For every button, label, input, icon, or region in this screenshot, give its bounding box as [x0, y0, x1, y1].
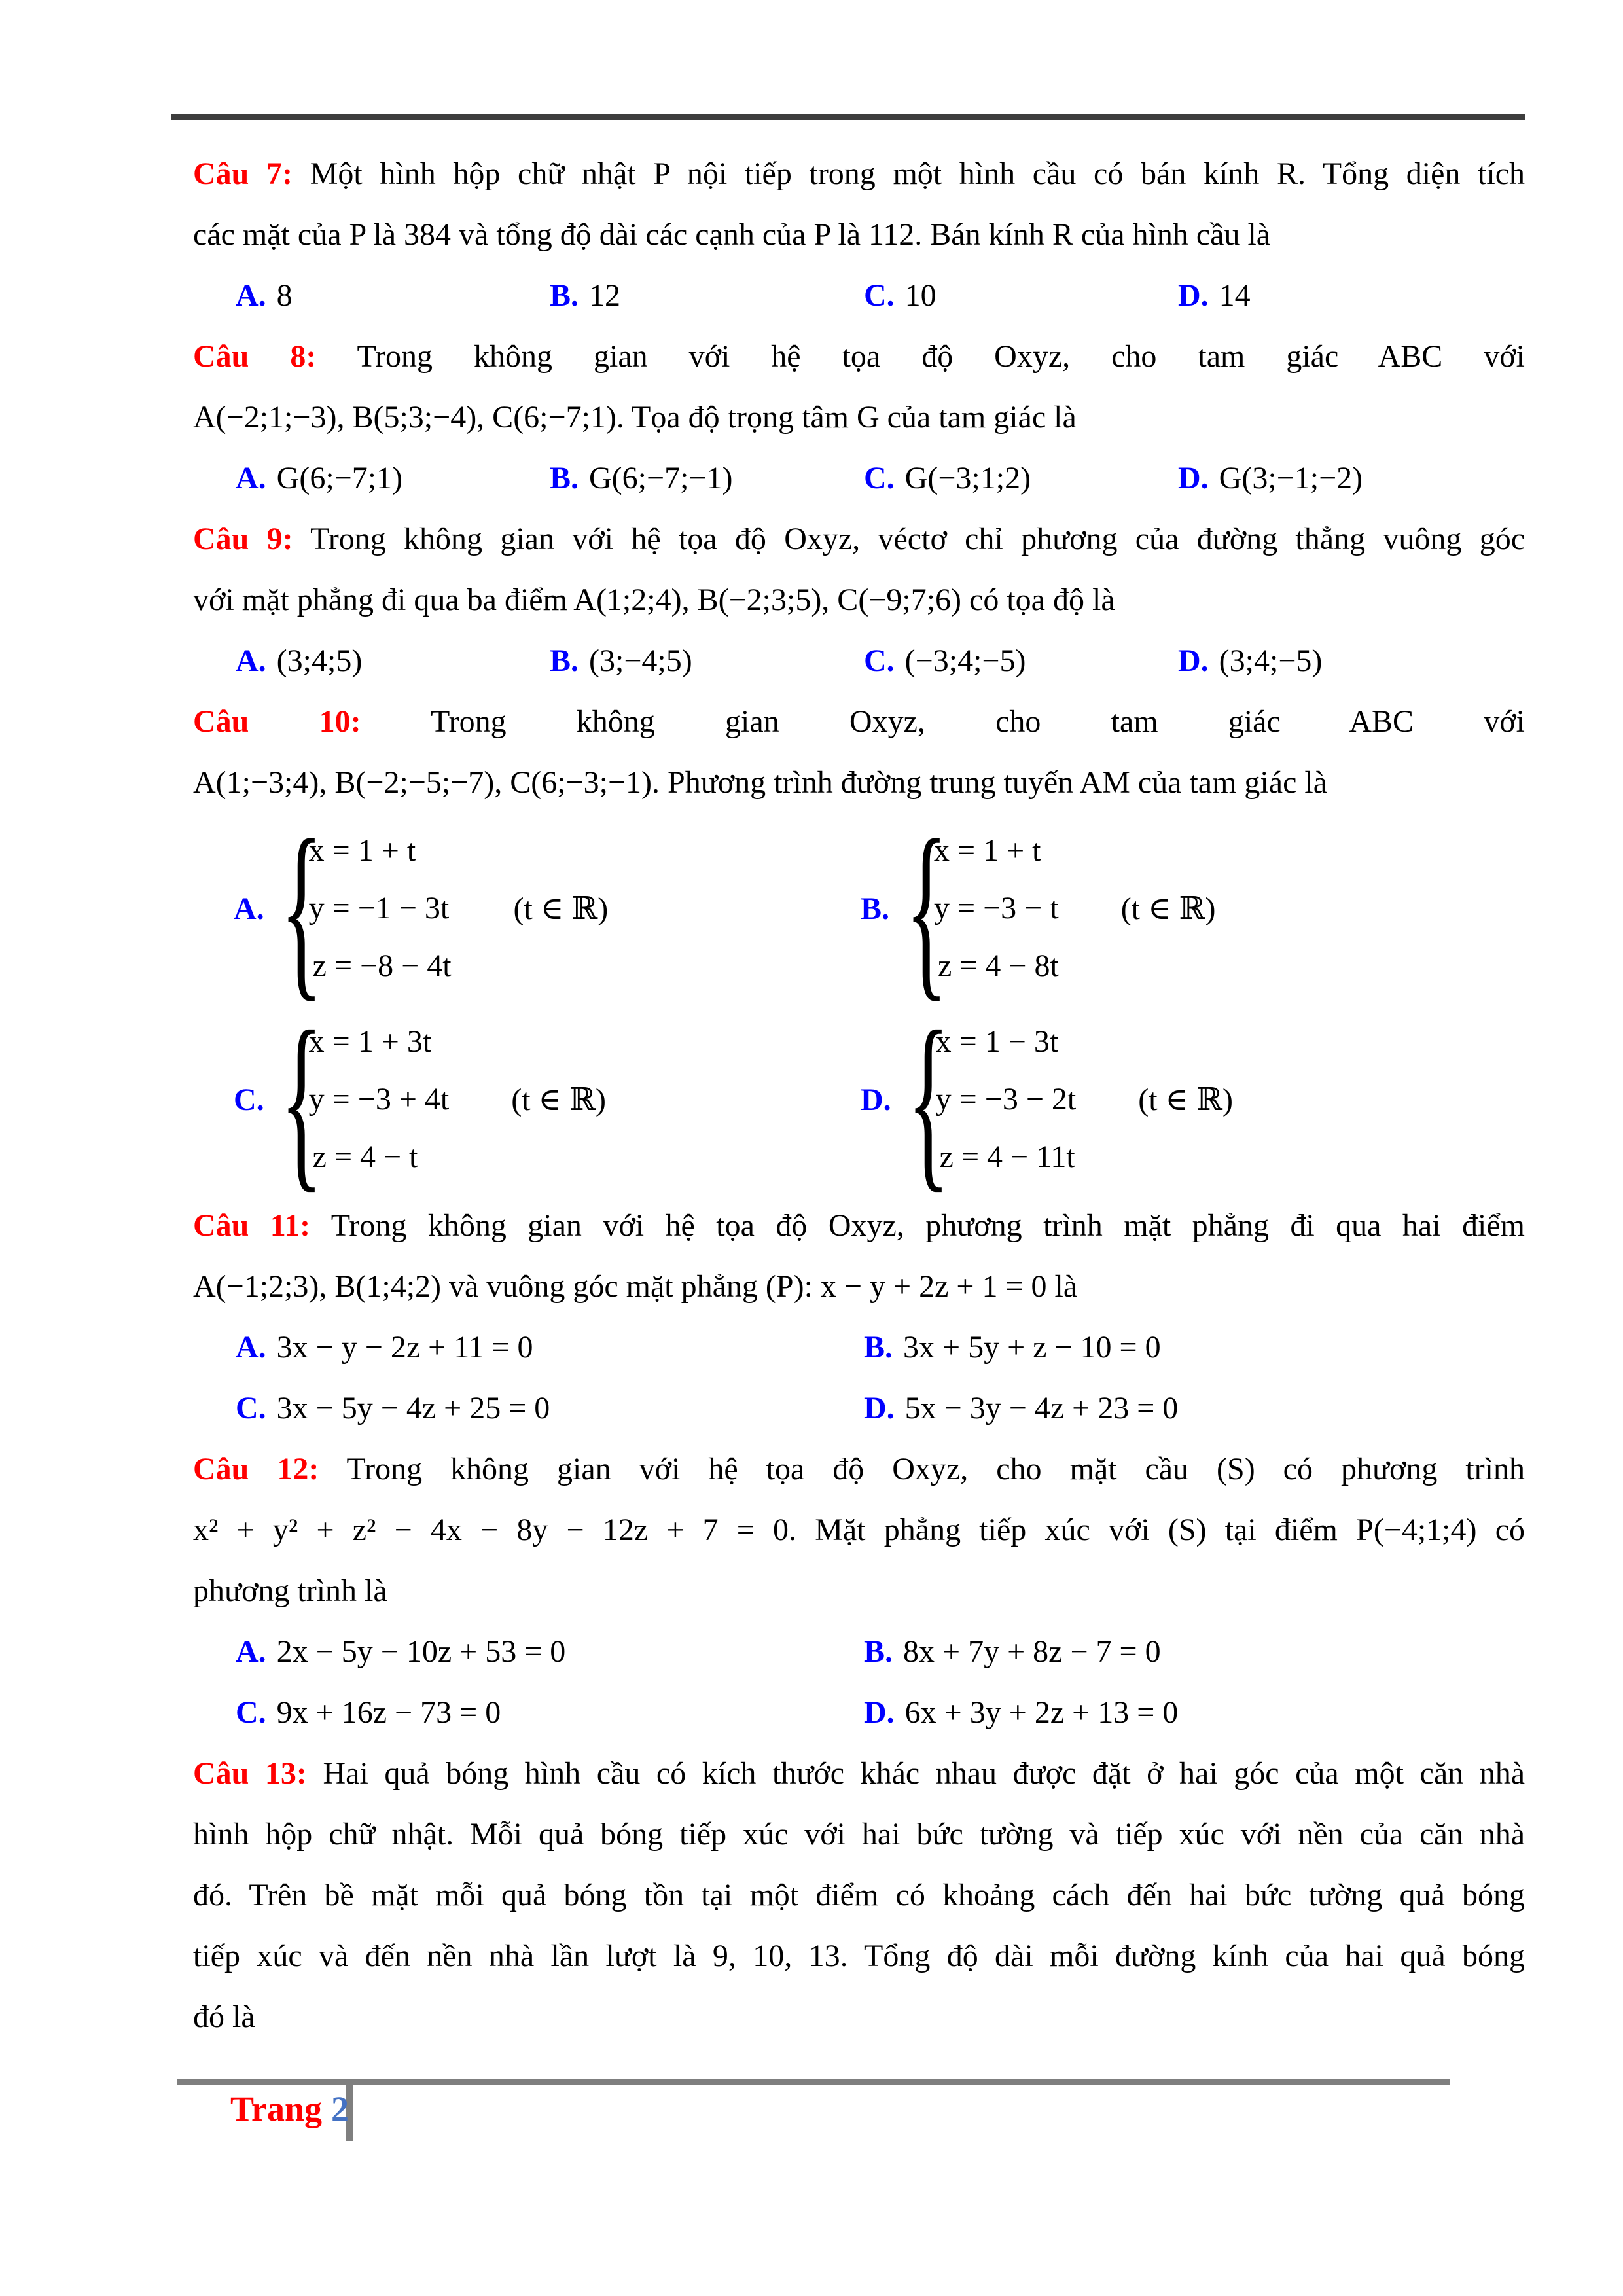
option-letter: D. — [1178, 643, 1209, 678]
options-row — [236, 265, 1525, 326]
option-text: 12 — [589, 278, 621, 313]
option-text: G(6;−7;1) — [276, 461, 403, 495]
question-line — [193, 1743, 1525, 1804]
question-label: Câu 7: — [193, 156, 293, 191]
question-7 — [193, 143, 1525, 326]
question-label: Câu 12: — [193, 1452, 319, 1486]
equation-line: z = 4 − 8t — [938, 948, 1059, 983]
option-letter: A. — [236, 1330, 266, 1365]
equation-line: z = 4 − t — [312, 1139, 418, 1174]
equation-line: y = −3 − t — [934, 891, 1059, 925]
option-b — [864, 1621, 1525, 1682]
option-letter: A. — [236, 278, 266, 313]
option-a — [236, 265, 550, 326]
option-letter: B. — [550, 461, 579, 495]
question-line: đó. Trên bề mặt mỗi quả bóng tồn tại một điểm có khoảng cách đến hai bức tường quả bóng — [193, 1878, 1525, 1912]
option-text: 3x − 5y − 4z + 25 = 0 — [276, 1391, 550, 1426]
left-brace-icon: { — [279, 800, 323, 1017]
option-letter: C. — [864, 278, 895, 313]
parameter-domain: (t ∈ ℝ) — [1120, 891, 1216, 926]
question-line: với mặt phẳng đi qua ba điểm A(1;2;4), B(−2;3;5), C(−9;7;6) có tọa độ là — [193, 583, 1115, 617]
questions-area — [193, 143, 1525, 2047]
option-a — [236, 630, 550, 691]
option-text: G(−3;1;2) — [904, 461, 1031, 495]
option-letter: B. — [864, 1634, 893, 1669]
option-letter: C. — [864, 643, 895, 678]
option-d — [1178, 448, 1525, 509]
question-line: A(1;−3;4), B(−2;−5;−7), C(6;−3;−1). Phương trình đường trung tuyến AM của tam giác là — [193, 765, 1328, 800]
option-letter: C. — [236, 1695, 266, 1730]
option-letter: B. — [861, 891, 890, 926]
option-letter: C. — [234, 1082, 264, 1117]
question-line: hình hộp chữ nhật. Mỗi quả bóng tiếp xúc với hai bức tường và tiếp xúc với nền của căn nhà — [193, 1817, 1525, 1852]
parameter-domain: (t ∈ ℝ) — [511, 1083, 606, 1117]
question-13 — [193, 1743, 1525, 2047]
options-row — [236, 1317, 1525, 1378]
option-letter: A. — [236, 461, 266, 495]
equation-line: x = 1 + t — [934, 833, 1041, 868]
options-row — [236, 448, 1525, 509]
question-text: Trong không gian với hệ tọa độ Oxyz, véctơ chỉ phương của đường thẳng vuông góc — [310, 522, 1525, 556]
option-text: 10 — [904, 278, 936, 313]
option-text: 8x + 7y + 8z − 7 = 0 — [903, 1634, 1161, 1669]
option-letter: D. — [864, 1391, 895, 1426]
option-b — [550, 265, 864, 326]
question-text: Trong không gian với hệ tọa độ Oxyz, cho tam giác ABC với — [357, 339, 1525, 374]
question-text: Trong không gian với hệ tọa độ Oxyz, phương trình mặt phẳng đi qua hai điểm — [330, 1208, 1525, 1243]
option-text: G(3;−1;−2) — [1219, 461, 1363, 495]
options-row — [236, 1378, 1525, 1439]
option-b — [550, 448, 864, 509]
option-letter: B. — [550, 643, 579, 678]
parameter-domain: (t ∈ ℝ) — [513, 891, 609, 926]
question-8 — [193, 326, 1525, 509]
question-label: Câu 8: — [193, 339, 317, 374]
option-d — [1178, 630, 1525, 691]
question-label: Câu 11: — [193, 1208, 311, 1243]
equation-line: y = −1 − 3t — [308, 891, 450, 925]
option-a-system — [234, 800, 861, 1017]
equation-line: z = 4 − 11t — [939, 1139, 1075, 1174]
option-letter: B. — [864, 1330, 893, 1365]
option-text: (3;4;5) — [276, 643, 363, 678]
option-c — [864, 630, 1178, 691]
option-letter: A. — [236, 643, 266, 678]
question-12 — [193, 1439, 1525, 1743]
equation-stack — [309, 1013, 450, 1186]
option-text: (−3;4;−5) — [904, 643, 1026, 678]
equation-line: z = −8 − 4t — [312, 948, 452, 983]
option-a — [236, 1621, 864, 1682]
option-c — [236, 1378, 864, 1439]
equation-stack — [309, 822, 452, 995]
option-text: G(6;−7;−1) — [589, 461, 733, 495]
footer-rule — [177, 2079, 1450, 2085]
option-b — [550, 630, 864, 691]
option-d — [864, 1682, 1525, 1743]
question-line: đó là — [193, 2000, 255, 2034]
question-line: tiếp xúc và đến nền nhà lần lượt là 9, 10, 13. Tổng độ dài mỗi đường kính của hai quả bóng — [193, 1939, 1525, 1973]
option-text: 5x − 3y − 4z + 23 = 0 — [904, 1391, 1179, 1426]
option-a — [236, 1317, 864, 1378]
question-label: Câu 9: — [193, 522, 293, 556]
question-line — [193, 691, 1525, 752]
option-c — [864, 448, 1178, 509]
question-line — [193, 326, 1525, 387]
question-line: phương trình là — [193, 1573, 387, 1608]
question-text: Trong không gian Oxyz, cho tam giác ABC với — [430, 704, 1525, 739]
option-text: (3;4;−5) — [1219, 643, 1323, 678]
option-text: 6x + 3y + 2z + 13 = 0 — [904, 1695, 1179, 1730]
option-text: 3x + 5y + z − 10 = 0 — [903, 1330, 1161, 1365]
option-letter: C. — [236, 1391, 266, 1426]
question-label: Câu 13: — [193, 1756, 307, 1791]
question-line — [193, 1439, 1525, 1499]
option-c — [236, 1682, 864, 1743]
page-label: Trang — [230, 2089, 323, 2128]
option-text: 3x − y − 2z + 11 = 0 — [276, 1330, 533, 1365]
question-text: Trong không gian với hệ tọa độ Oxyz, cho mặt cầu (S) có phương trình — [346, 1452, 1525, 1486]
question-text: Một hình hộp chữ nhật P nội tiếp trong một hình cầu có bán kính R. Tổng diện tích — [310, 156, 1525, 191]
question-line — [193, 1195, 1525, 1256]
option-letter: C. — [864, 461, 895, 495]
question-line: A(−2;1;−3), B(5;3;−4), C(6;−7;1). Tọa độ trọng tâm G của tam giác là — [193, 400, 1077, 435]
equation-line: x = 1 − 3t — [935, 1024, 1059, 1059]
option-c-system — [234, 991, 861, 1208]
option-letter: D. — [864, 1695, 895, 1730]
option-letter: A. — [236, 1634, 266, 1669]
option-text: 8 — [276, 278, 293, 313]
option-letter: D. — [1178, 461, 1209, 495]
equation-line: x = 1 + 3t — [308, 1024, 432, 1059]
left-brace-icon: { — [906, 991, 950, 1208]
options-row — [236, 630, 1525, 691]
question-10 — [193, 691, 1525, 1208]
option-letter: D. — [861, 1082, 891, 1117]
question-line — [193, 509, 1525, 569]
option-b-system — [861, 800, 1525, 1017]
option-text: 2x − 5y − 10z + 53 = 0 — [276, 1634, 566, 1669]
option-text: 14 — [1219, 278, 1251, 313]
question-line — [193, 143, 1525, 204]
equation-line: x = 1 + t — [308, 833, 416, 868]
option-letter: B. — [550, 278, 579, 313]
option-text: 9x + 16z − 73 = 0 — [276, 1695, 501, 1730]
option-c — [864, 265, 1178, 326]
question-11 — [193, 1195, 1525, 1439]
page-footer — [230, 2089, 349, 2128]
equation-line: y = −3 + 4t — [308, 1082, 450, 1117]
parameter-domain: (t ∈ ℝ) — [1138, 1083, 1233, 1117]
question-line: các mặt của P là 384 và tổng độ dài các cạnh của P là 112. Bán kính R của hình cầu là — [193, 217, 1271, 252]
option-b — [864, 1317, 1525, 1378]
options-row-systems-ab — [234, 800, 1525, 1017]
page-number: 2 — [331, 2089, 349, 2128]
equation-line: y = −3 − 2t — [935, 1082, 1077, 1117]
question-text: Hai quả bóng hình cầu có kích thước khác nhau được đặt ở hai góc của một căn nhà — [323, 1756, 1525, 1791]
question-label: Câu 10: — [193, 704, 361, 739]
option-letter: A. — [234, 891, 264, 926]
header-rule — [171, 114, 1525, 120]
option-d-system — [861, 991, 1525, 1208]
option-d — [864, 1378, 1525, 1439]
option-d — [1178, 265, 1525, 326]
options-row-systems-cd — [234, 991, 1525, 1208]
question-9 — [193, 509, 1525, 691]
left-brace-icon: { — [279, 991, 323, 1208]
option-a — [236, 448, 550, 509]
equation-stack — [934, 822, 1059, 995]
question-line: A(−1;2;3), B(1;4;2) và vuông góc mặt phẳng (P): x − y + 2z + 1 = 0 là — [193, 1269, 1078, 1304]
option-letter: D. — [1178, 278, 1209, 313]
equation-stack — [936, 1013, 1077, 1186]
options-row — [236, 1621, 1525, 1682]
options-row — [236, 1682, 1525, 1743]
question-line: x² + y² + z² − 4x − 8y − 12z + 7 = 0. Mặt phẳng tiếp xúc với (S) tại điểm P(−4;1;4) có — [193, 1513, 1525, 1547]
left-brace-icon: { — [905, 800, 948, 1017]
option-text: (3;−4;5) — [589, 643, 692, 678]
